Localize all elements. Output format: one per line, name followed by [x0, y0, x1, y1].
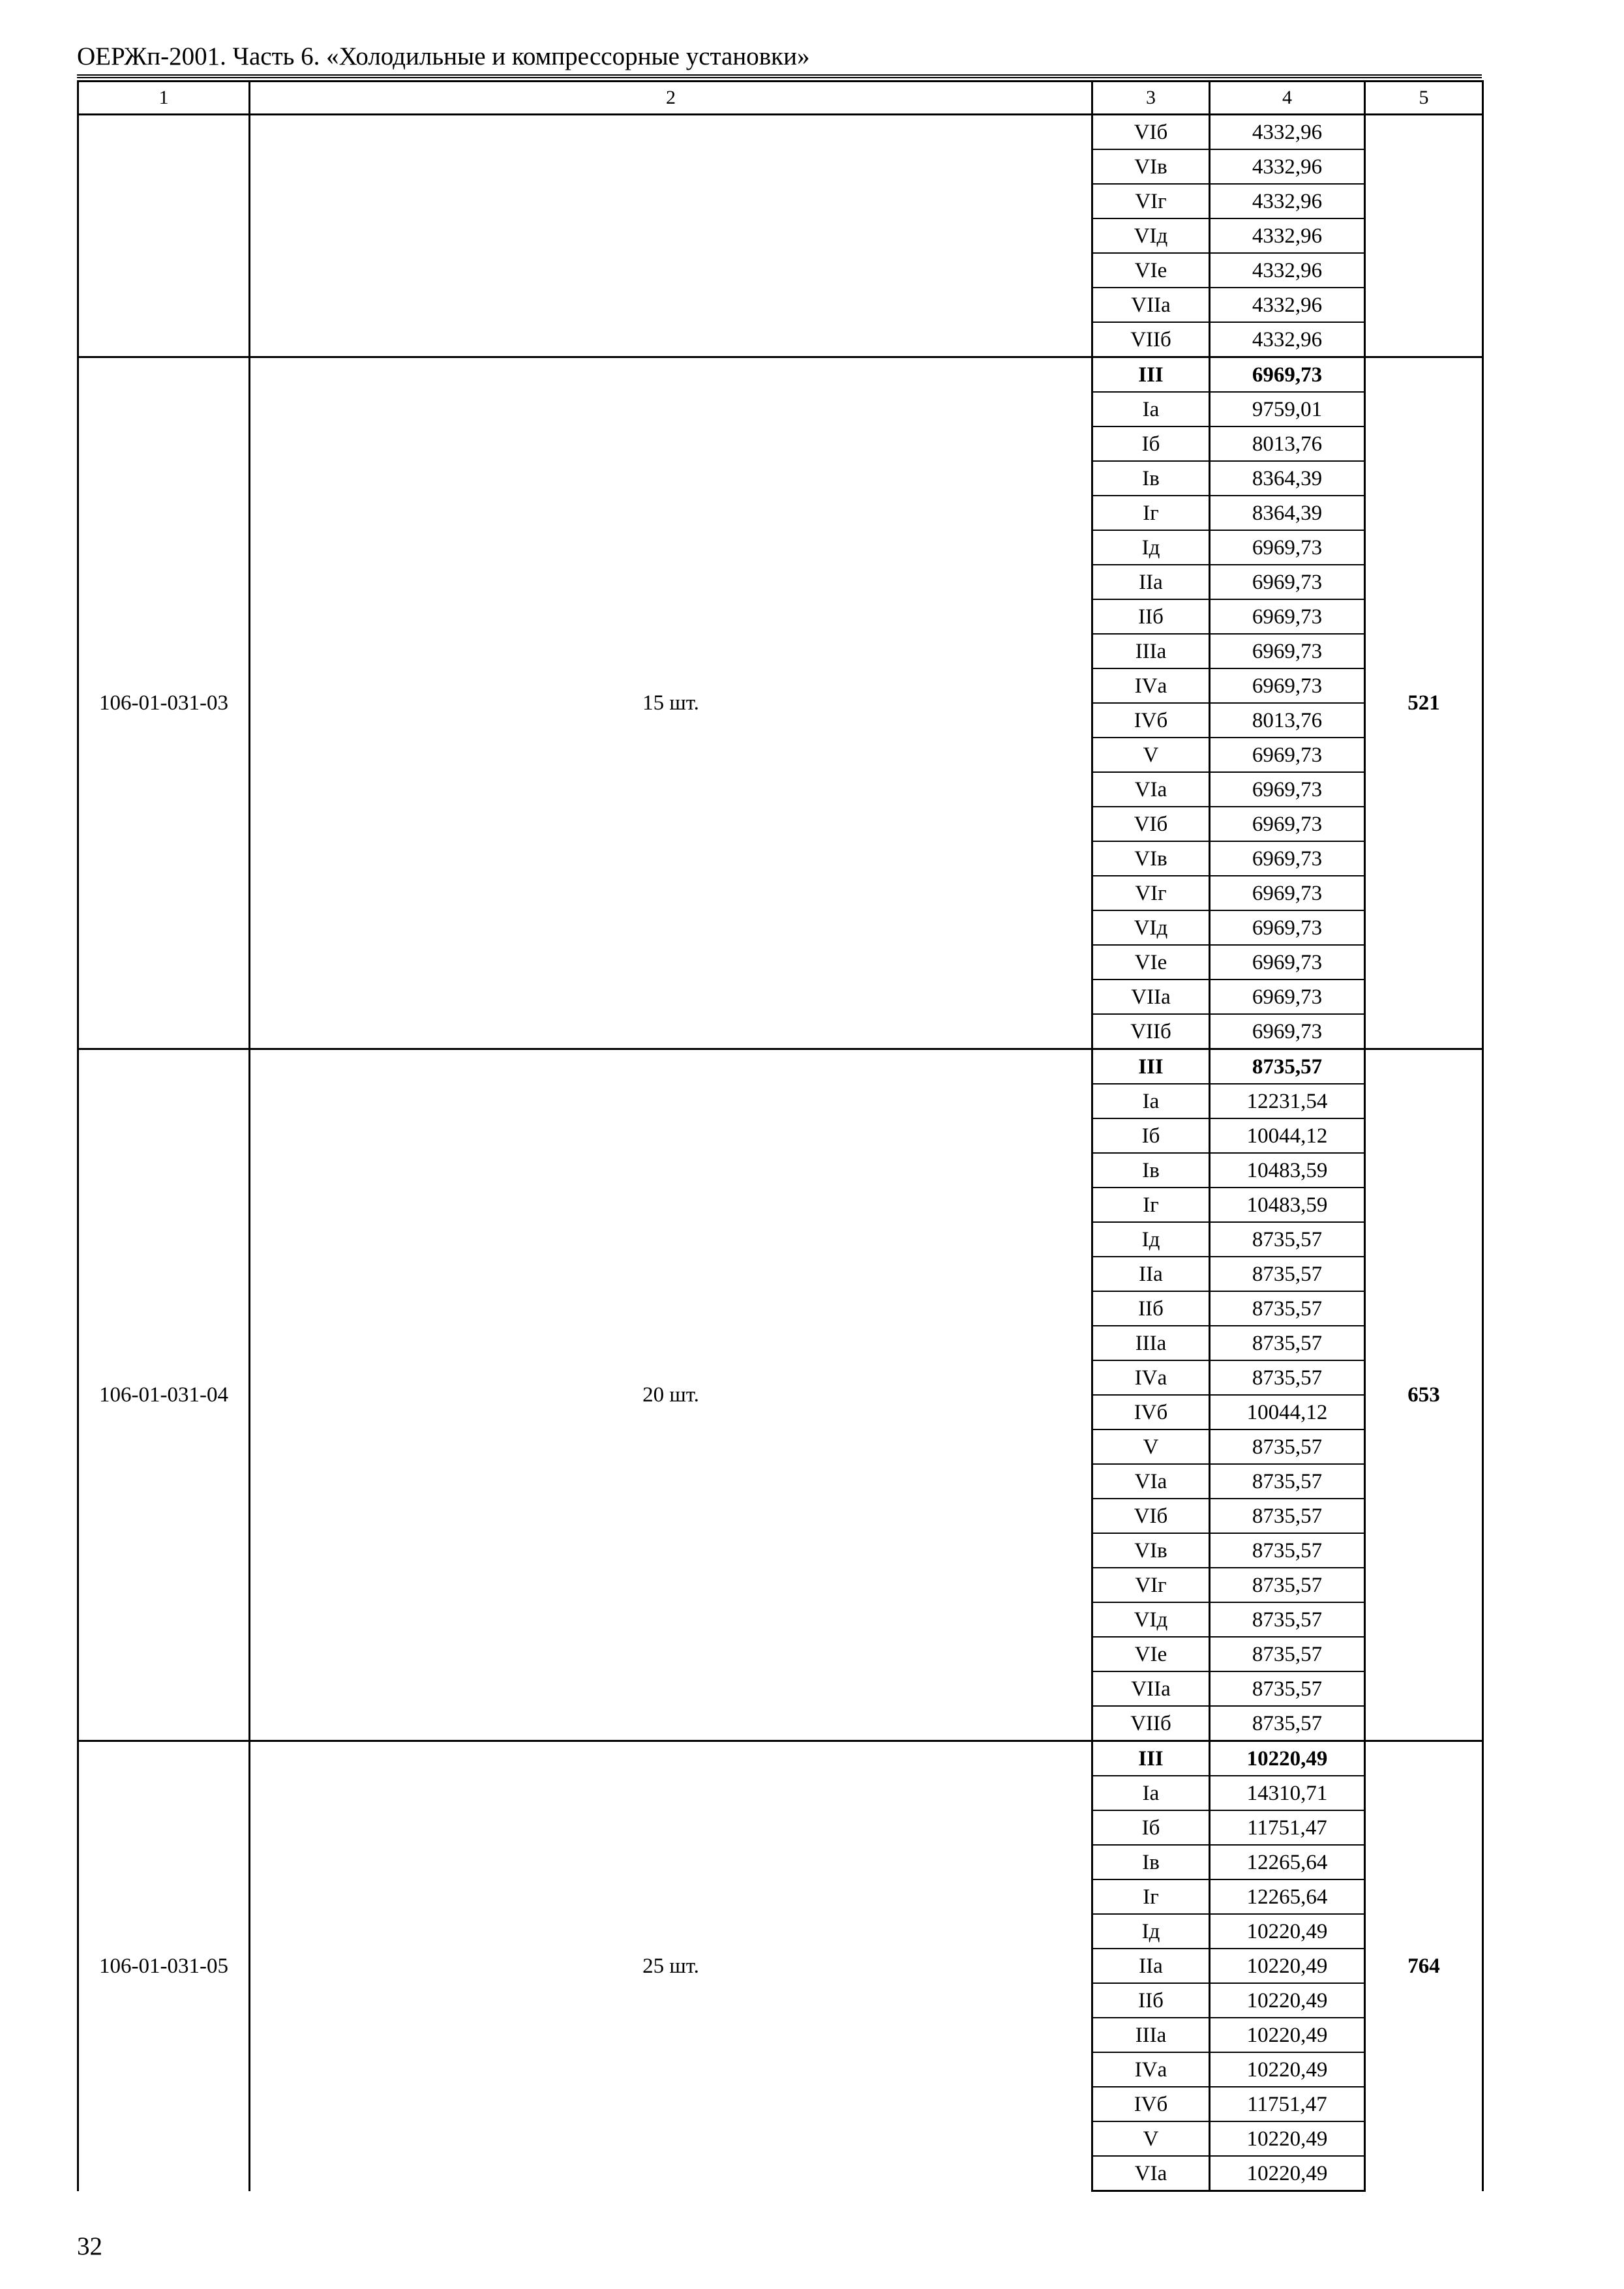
zone-cell: VIе: [1092, 945, 1210, 980]
zone-cell: IVб: [1092, 2087, 1210, 2121]
price-cell: 6969,73: [1210, 841, 1365, 876]
price-cell: 10220,49: [1210, 1741, 1365, 1776]
price-cell: 10220,49: [1210, 2018, 1365, 2052]
zone-cell: VIб: [1092, 1499, 1210, 1533]
zone-cell: VIд: [1092, 910, 1210, 945]
price-cell: 6969,73: [1210, 738, 1365, 772]
price-cell: 8735,57: [1210, 1533, 1365, 1568]
zone-cell: Iв: [1092, 1845, 1210, 1879]
price-cell: 6969,73: [1210, 357, 1365, 393]
table-header: [78, 82, 1483, 115]
zone-cell: III: [1092, 357, 1210, 393]
item-code: [78, 115, 250, 357]
page-header-title: ОЕРЖп-2001. Часть 6. «Холодильные и компрессорные установки»: [77, 40, 1482, 76]
zone-cell: Iв: [1092, 461, 1210, 496]
zone-cell: IIа: [1092, 565, 1210, 599]
price-cell: 8364,39: [1210, 496, 1365, 530]
item-description: 20 шт.: [250, 1049, 1092, 1741]
zone-cell: VIIб: [1092, 322, 1210, 357]
price-cell: 10220,49: [1210, 2156, 1365, 2191]
zone-cell: VIе: [1092, 1637, 1210, 1671]
zone-cell: VIв: [1092, 149, 1210, 184]
zone-cell: VIд: [1092, 1602, 1210, 1637]
price-cell: 10220,49: [1210, 1914, 1365, 1949]
price-cell: 6969,73: [1210, 530, 1365, 565]
zone-cell: V: [1092, 1429, 1210, 1464]
price-cell: 6969,73: [1210, 945, 1365, 980]
zone-cell: Iб: [1092, 1810, 1210, 1845]
price-cell: 12231,54: [1210, 1084, 1365, 1118]
price-cell: 8735,57: [1210, 1429, 1365, 1464]
price-cell: 6969,73: [1210, 1014, 1365, 1049]
zone-cell: VIа: [1092, 1464, 1210, 1499]
price-cell: 10483,59: [1210, 1188, 1365, 1222]
price-cell: 6969,73: [1210, 807, 1365, 841]
zone-cell: VIг: [1092, 876, 1210, 910]
price-cell: 10044,12: [1210, 1118, 1365, 1153]
zone-cell: IIб: [1092, 599, 1210, 634]
price-table: [77, 80, 1484, 2192]
zone-cell: IIIа: [1092, 2018, 1210, 2052]
price-cell: 4332,96: [1210, 115, 1365, 150]
price-cell: 4332,96: [1210, 218, 1365, 253]
zone-cell: IVб: [1092, 1395, 1210, 1429]
price-cell: 9759,01: [1210, 392, 1365, 426]
zone-cell: Iг: [1092, 496, 1210, 530]
price-cell: 8735,57: [1210, 1499, 1365, 1533]
column-header: 4: [1210, 82, 1365, 115]
zone-cell: VIа: [1092, 2156, 1210, 2191]
zone-cell: VIв: [1092, 1533, 1210, 1568]
zone-cell: IIIа: [1092, 634, 1210, 668]
item-description: 25 шт.: [250, 1741, 1092, 2191]
price-cell: 8013,76: [1210, 703, 1365, 738]
zone-cell: Iв: [1092, 1153, 1210, 1188]
item-code: 106-01-031-04: [78, 1049, 250, 1741]
zone-cell: III: [1092, 1741, 1210, 1776]
price-cell: 8735,57: [1210, 1291, 1365, 1326]
zone-cell: Iд: [1092, 1222, 1210, 1257]
price-cell: 10220,49: [1210, 1949, 1365, 1983]
zone-cell: VIIа: [1092, 980, 1210, 1014]
price-cell: 8013,76: [1210, 426, 1365, 461]
zone-cell: VIIа: [1092, 288, 1210, 322]
zone-cell: III: [1092, 1049, 1210, 1085]
zone-cell: VIг: [1092, 184, 1210, 218]
price-cell: 8735,57: [1210, 1568, 1365, 1602]
item-total: [1365, 115, 1483, 357]
table-body: [78, 115, 1483, 2191]
zone-cell: V: [1092, 738, 1210, 772]
zone-cell: VIе: [1092, 253, 1210, 288]
price-cell: 10483,59: [1210, 1153, 1365, 1188]
price-cell: 12265,64: [1210, 1879, 1365, 1914]
price-cell: 8735,57: [1210, 1602, 1365, 1637]
table-row: [78, 1741, 1483, 1776]
zone-cell: Iа: [1092, 392, 1210, 426]
price-cell: 4332,96: [1210, 149, 1365, 184]
price-cell: 6969,73: [1210, 772, 1365, 807]
price-cell: 4332,96: [1210, 288, 1365, 322]
zone-cell: VIа: [1092, 772, 1210, 807]
header-divider: [77, 77, 1482, 78]
item-code: 106-01-031-03: [78, 357, 250, 1049]
table-row: [78, 357, 1483, 393]
item-code: 106-01-031-05: [78, 1741, 250, 2191]
price-cell: 8735,57: [1210, 1049, 1365, 1085]
zone-cell: VIIб: [1092, 1014, 1210, 1049]
zone-cell: IVа: [1092, 2052, 1210, 2087]
price-cell: 8364,39: [1210, 461, 1365, 496]
price-cell: 6969,73: [1210, 634, 1365, 668]
column-header: 2: [250, 82, 1092, 115]
price-cell: 8735,57: [1210, 1326, 1365, 1360]
item-total: 521: [1365, 357, 1483, 1049]
price-cell: 8735,57: [1210, 1637, 1365, 1671]
price-cell: 8735,57: [1210, 1671, 1365, 1706]
price-cell: 4332,96: [1210, 184, 1365, 218]
price-cell: 6969,73: [1210, 565, 1365, 599]
price-cell: 10220,49: [1210, 1983, 1365, 2018]
column-header: 5: [1365, 82, 1483, 115]
column-header: 1: [78, 82, 250, 115]
price-cell: 4332,96: [1210, 322, 1365, 357]
item-description: [250, 115, 1092, 357]
zone-cell: Iа: [1092, 1084, 1210, 1118]
price-cell: 10220,49: [1210, 2121, 1365, 2156]
price-cell: 6969,73: [1210, 910, 1365, 945]
zone-cell: V: [1092, 2121, 1210, 2156]
zone-cell: IVб: [1092, 703, 1210, 738]
zone-cell: Iа: [1092, 1776, 1210, 1810]
zone-cell: VIг: [1092, 1568, 1210, 1602]
zone-cell: IIб: [1092, 1983, 1210, 2018]
price-cell: 6969,73: [1210, 876, 1365, 910]
price-cell: 10044,12: [1210, 1395, 1365, 1429]
price-cell: 11751,47: [1210, 2087, 1365, 2121]
zone-cell: VIв: [1092, 841, 1210, 876]
zone-cell: Iг: [1092, 1188, 1210, 1222]
zone-cell: VIб: [1092, 115, 1210, 150]
zone-cell: VIIа: [1092, 1671, 1210, 1706]
price-cell: 6969,73: [1210, 980, 1365, 1014]
price-cell: 8735,57: [1210, 1222, 1365, 1257]
zone-cell: IIа: [1092, 1949, 1210, 1983]
column-number-row: [78, 82, 1483, 115]
item-total: 764: [1365, 1741, 1483, 2191]
table-row: [78, 1049, 1483, 1085]
price-cell: 6969,73: [1210, 599, 1365, 634]
price-cell: 14310,71: [1210, 1776, 1365, 1810]
zone-cell: IIIа: [1092, 1326, 1210, 1360]
price-cell: 4332,96: [1210, 253, 1365, 288]
price-cell: 8735,57: [1210, 1360, 1365, 1395]
price-cell: 8735,57: [1210, 1706, 1365, 1741]
zone-cell: Iд: [1092, 1914, 1210, 1949]
zone-cell: VIд: [1092, 218, 1210, 253]
column-header: 3: [1092, 82, 1210, 115]
zone-cell: Iг: [1092, 1879, 1210, 1914]
price-cell: 10220,49: [1210, 2052, 1365, 2087]
price-cell: 8735,57: [1210, 1464, 1365, 1499]
item-description: 15 шт.: [250, 357, 1092, 1049]
item-total: 653: [1365, 1049, 1483, 1741]
price-cell: 11751,47: [1210, 1810, 1365, 1845]
table-row: [78, 115, 1483, 150]
zone-cell: VIIб: [1092, 1706, 1210, 1741]
zone-cell: VIб: [1092, 807, 1210, 841]
price-cell: 8735,57: [1210, 1257, 1365, 1291]
zone-cell: IVа: [1092, 668, 1210, 703]
zone-cell: IVа: [1092, 1360, 1210, 1395]
page-number: 32: [77, 2232, 102, 2260]
price-cell: 6969,73: [1210, 668, 1365, 703]
zone-cell: IIб: [1092, 1291, 1210, 1326]
zone-cell: Iб: [1092, 426, 1210, 461]
zone-cell: Iд: [1092, 530, 1210, 565]
zone-cell: IIа: [1092, 1257, 1210, 1291]
price-cell: 12265,64: [1210, 1845, 1365, 1879]
zone-cell: Iб: [1092, 1118, 1210, 1153]
